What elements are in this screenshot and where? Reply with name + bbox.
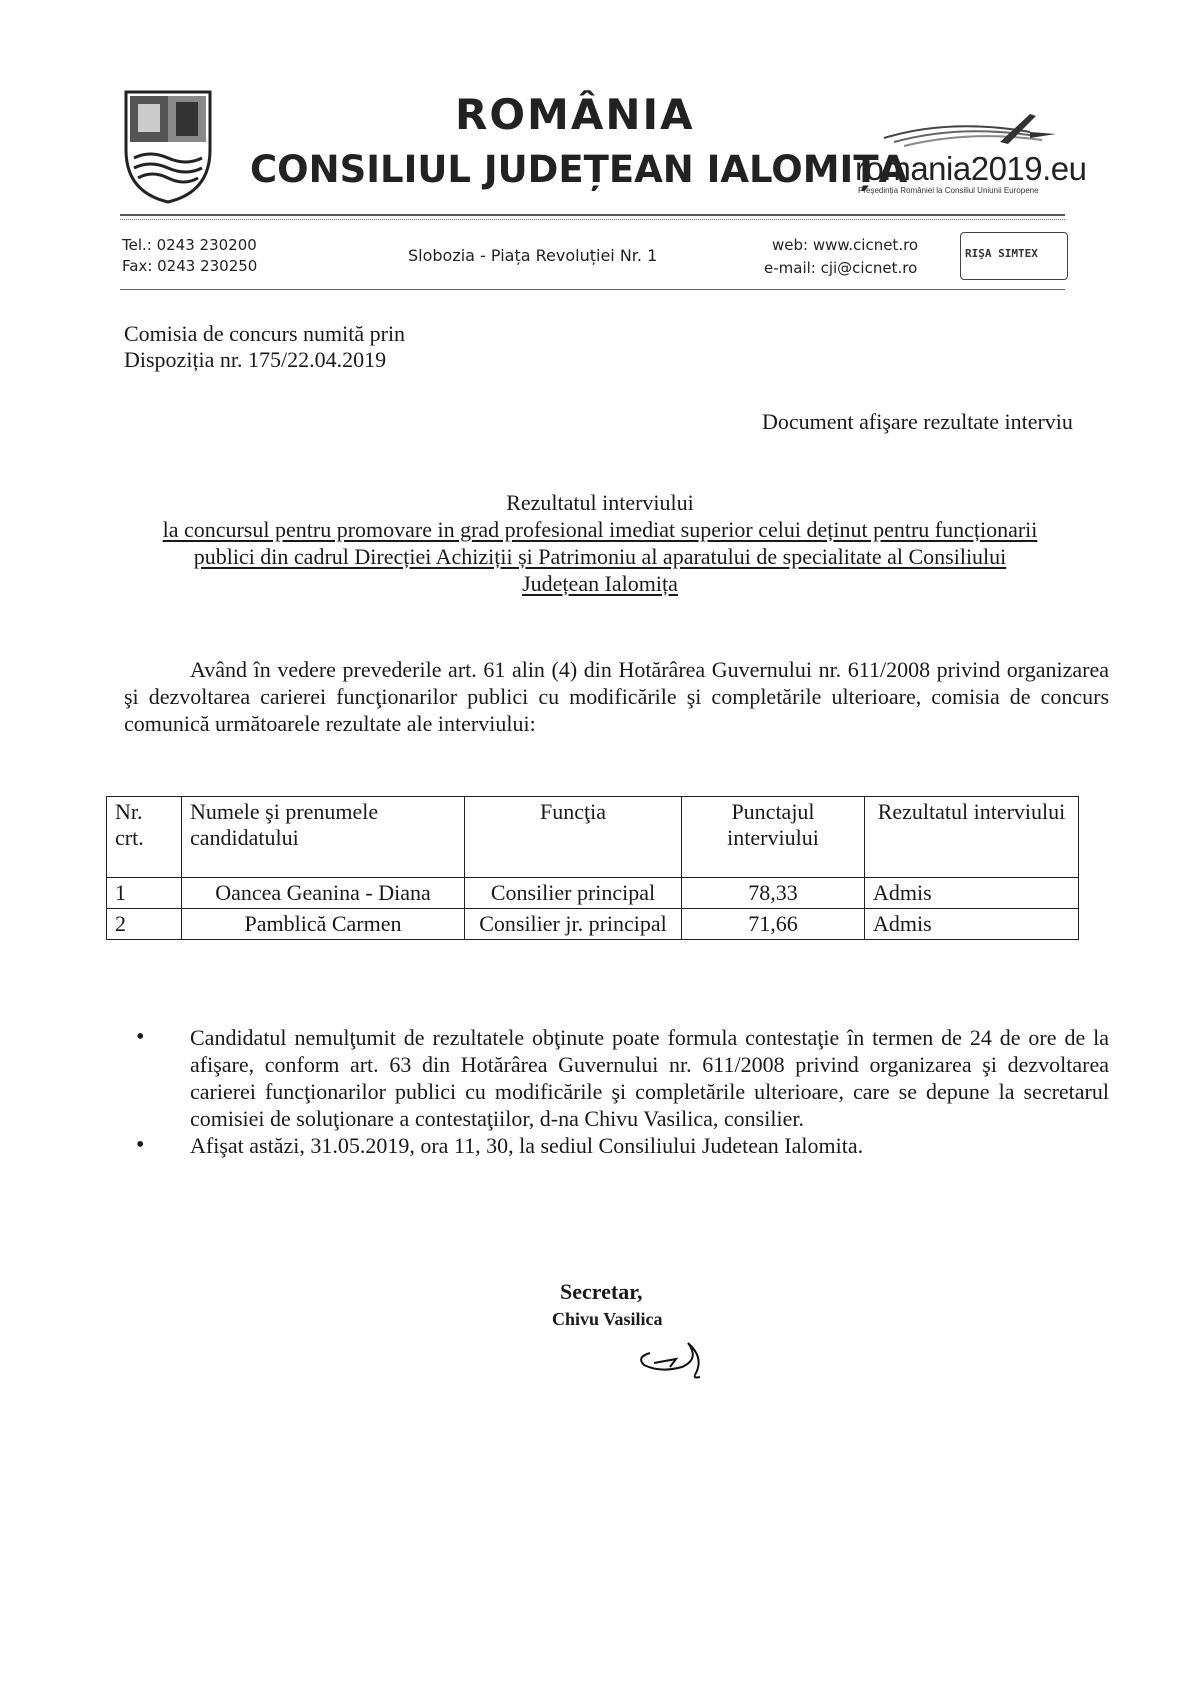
commission-line-1: Comisia de concurs numită prin xyxy=(124,321,406,346)
cell-result: Admis xyxy=(865,878,1079,909)
eu-presidency-logo xyxy=(880,112,1060,152)
country-name: ROMÂNIA xyxy=(455,90,695,139)
handwritten-signature xyxy=(630,1333,720,1383)
eu-presidency-site: romania2019.eu xyxy=(855,150,1087,187)
cell-function: Consilier principal xyxy=(465,878,682,909)
secretary-name: Chivu Vasilica xyxy=(552,1309,663,1329)
cell-nr: 2 xyxy=(107,909,182,940)
header-result: Rezultatul interviului xyxy=(865,797,1079,878)
header-divider-top xyxy=(120,214,1065,216)
intro-paragraph xyxy=(124,656,1109,737)
header-nr: Nr. crt. xyxy=(107,797,182,878)
council-name: CONSILIUL JUDEȚEAN IALOMIȚA xyxy=(250,148,908,191)
header-function: Funcţia xyxy=(465,797,682,878)
results-subtitle-text: Județean Ialomița xyxy=(522,571,678,596)
cell-score: 71,66 xyxy=(682,909,865,940)
cell-name: Oancea Geanina - Diana xyxy=(182,878,465,909)
email-link[interactable]: e-mail: cji@cicnet.ro xyxy=(764,259,918,277)
intro-paragraph-text: Având în vedere prevederile art. 61 alin (4) din Hotărârea Guvernului nr. 611/2008 privind organizarea şi dezvoltarea carierei funcţionarilor publici cu modificările şi completările ulterioare, comisia de concurs comunică următoarele rezultate ale interviului: xyxy=(124,657,1109,736)
phone-number: Tel.: 0243 230200 xyxy=(122,236,257,254)
table-row xyxy=(107,878,1079,909)
note-contestation: • Candidatul nemulţumit de rezultatele obţinute poate formula contestaţie în termen de 24 de ore de la afişare, conform art. 63 din Hotărârea Guvernului nr. 611/2008 privind organizarea şi dezvoltarea carierei funcţionarilor publici cu modificările şi completările ulterioare, care se depune la secretarul comisiei de soluţionare a contestaţiilor, d-na Chivu Vasilica, consilier. xyxy=(124,1024,1109,1132)
header-divider-bottom xyxy=(120,289,1065,290)
cell-nr: 1 xyxy=(107,878,182,909)
results-table xyxy=(106,796,1079,940)
results-subtitle-line-1 xyxy=(0,516,1200,543)
header-name: Numele şi prenumele candidatului xyxy=(182,797,465,878)
header-score: Punctajul interviului xyxy=(682,797,865,878)
results-subtitle-line-3 xyxy=(0,570,1200,597)
commission-line-2: Dispoziția nr. 175/22.04.2019 xyxy=(124,347,387,372)
results-subtitle-text: la concursul pentru promovare in grad profesional imediat superior celui deținut pentru funcționarii xyxy=(162,517,1038,542)
results-subtitle-line-2 xyxy=(0,543,1200,570)
website-link[interactable]: web: www.cicnet.ro xyxy=(772,236,919,254)
document-type: Document afişare rezultate interviu xyxy=(762,409,1073,434)
table-header-row xyxy=(107,797,1079,878)
secretary-label: Secretar, xyxy=(560,1279,643,1304)
certification-label: RIŞA SIMTEX xyxy=(965,247,1038,260)
eu-presidency-subtitle: Președinția României la Consiliul Uniunii Europene xyxy=(858,186,1039,195)
header-divider-dotted xyxy=(120,219,1065,220)
notes-list xyxy=(124,1024,1109,1159)
postal-address: Slobozia - Piața Revoluției Nr. 1 xyxy=(408,246,658,265)
fax-number: Fax: 0243 230250 xyxy=(122,257,258,275)
cell-score: 78,33 xyxy=(682,878,865,909)
cell-result: Admis xyxy=(865,909,1079,940)
results-subtitle-text: publici din cadrul Direcției Achiziții și Patrimoniu al aparatului de specialitate al Consiliului xyxy=(193,544,1007,569)
cell-function: Consilier jr. principal xyxy=(465,909,682,940)
results-title: Rezultatul interviului xyxy=(506,490,694,515)
table-row xyxy=(107,909,1079,940)
note-posted-date: • Afişat astăzi, 31.05.2019, ora 11, 30, la sediul Consiliului Judetean Ialomita. xyxy=(124,1132,1109,1159)
cell-name: Pamblică Carmen xyxy=(182,909,465,940)
county-crest-logo xyxy=(120,88,216,206)
quality-certification-logo xyxy=(960,232,1068,280)
